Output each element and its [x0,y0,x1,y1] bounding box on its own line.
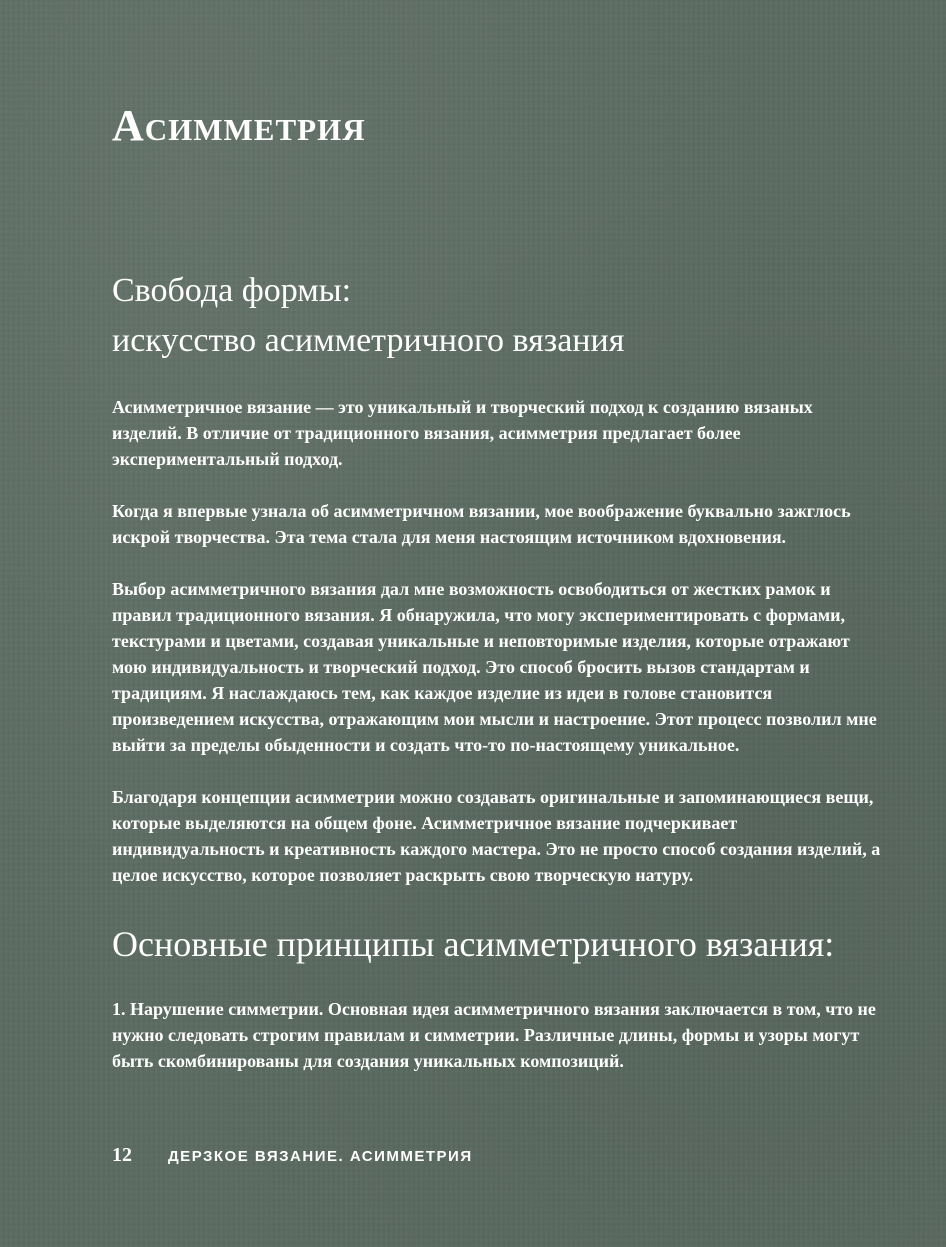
chapter-title: Асимметрия [112,101,366,150]
page-number: 12 [112,1144,132,1166]
page-footer [112,1144,473,1167]
paragraph-inspiration: Когда я впервые узнала об асимметричном вязании, мое воображение буквально зажглось искрой творчества. Эта тема стала для меня настоящим источником вдохновения. [112,501,851,547]
section-title-line-1: Свобода формы: [112,272,352,309]
running-head: ДЕРЗКОЕ ВЯЗАНИЕ. АСИММЕТРИЯ [168,1148,473,1165]
paragraph-freedom: Выбор асимметричного вязания дал мне возможность освободиться от жестких рамок и правил традиционного вязания. Я обнаружила, что могу экспериментировать с формами, текстурами и цветами, создавая уникальные и неповторимые изделия, которые отражают мою индивидуальность и творческий подход. Это способ бросить вызов стандартам и традициям. Я наслаждаюсь тем, как каждое изделие из идеи в голове становится произведением искусства, отражающим мои мысли и настроение. Этот процесс позволил мне выйти за пределы обыденности и создать что-то по-настоящему уникальное. [112,579,877,755]
paragraph-concept: Благодаря концепции асимметрии можно создавать оригинальные и запоминающиеся вещи, которые выделяются на общем фоне. Асимметричное вязание подчеркивает индивидуальность и креативность каждого мастера. Это не просто способ создания изделий, а целое искусство, которое позволяет раскрыть свою творческую натуру. [112,787,881,885]
section-title [112,266,882,366]
principle-item-1: 1. Нарушение симметрии. Основная идея асимметричного вязания заключается в том, что не нужно следовать строгим правилам и симметрии. Различные длины, формы и узоры могут быть скомбинированы для создания уникальных композиций. [112,999,876,1071]
page-content [112,266,882,1074]
paragraph-intro: Асимметричное вязание — это уникальный и творческий подход к созданию вязаных изделий. В отличие от традиционного вязания, асимметрия предлагает более экспериментальный подход. [112,397,813,469]
principles-title: Основные принципы асимметричного вязания: [112,924,835,964]
section-title-line-2: искусство асимметричного вязания [112,322,625,359]
